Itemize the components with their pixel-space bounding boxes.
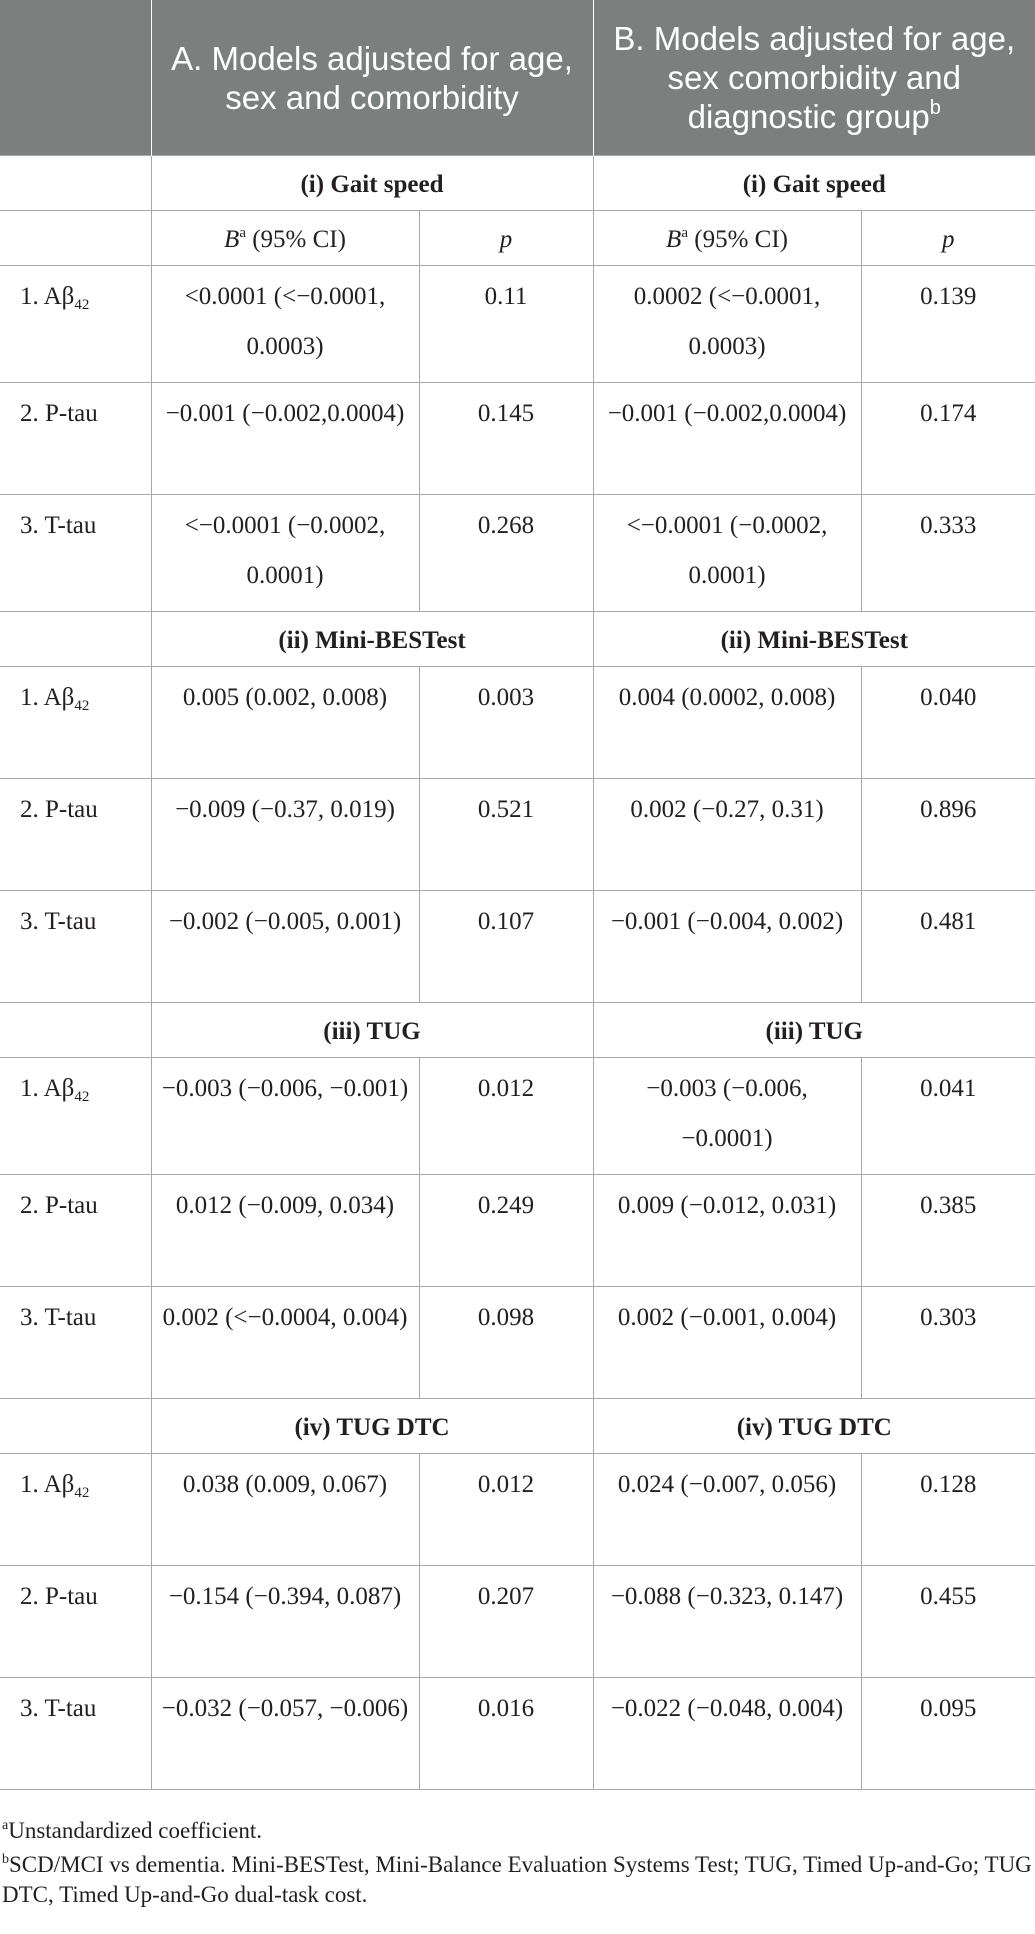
model-b-p-value: 0.896 — [861, 779, 1035, 891]
row-label-text: 1. Aβ — [20, 1075, 75, 1102]
section-title-row — [0, 156, 1035, 211]
model-b-estimate: 0.002 (−0.27, 0.31) — [593, 779, 861, 891]
section-title-model-b: (iii) TUG — [593, 1003, 1035, 1058]
model-b-estimate: <−0.0001 (−0.0002, 0.0001) — [593, 495, 861, 612]
section-title-model-b: (i) Gait speed — [593, 156, 1035, 211]
colhead-coefficient-a — [151, 211, 419, 266]
table-row — [0, 667, 1035, 779]
section-empty-cell — [0, 1399, 151, 1454]
footnote-b — [0, 1850, 1035, 1910]
model-b-estimate: 0.024 (−0.007, 0.056) — [593, 1454, 861, 1566]
model-a-estimate: 0.005 (0.002, 0.008) — [151, 667, 419, 779]
footnote-b-mark: b — [2, 1852, 9, 1867]
colhead-b-symbol: B — [224, 226, 240, 253]
row-label-text: 3. T-tau — [20, 908, 97, 935]
column-subheader-row — [0, 211, 1035, 266]
table-footnotes — [0, 1812, 1035, 1910]
header-empty-cell — [0, 0, 151, 156]
row-label-subscript: 42 — [74, 1485, 90, 1501]
footnote-b-text: SCD/MCI vs dementia. Mini-BESTest, Mini-Balance Evaluation Systems Test; TUG, Timed Up-and-Go; TUG DTC, Timed Up-and-Go dual-task cost. — [2, 1852, 1032, 1907]
model-b-estimate: 0.002 (−0.001, 0.004) — [593, 1287, 861, 1399]
row-label-text: 1. Aβ — [20, 684, 75, 711]
header-model-b — [593, 0, 1035, 156]
model-a-p-value: 0.107 — [419, 891, 593, 1003]
colhead-ci-label: (95% CI) — [245, 226, 346, 253]
row-label-text: 3. T-tau — [20, 512, 97, 539]
model-b-estimate: −0.001 (−0.004, 0.002) — [593, 891, 861, 1003]
row-label — [0, 1287, 151, 1399]
row-label — [0, 495, 151, 612]
model-a-p-value: 0.016 — [419, 1678, 593, 1790]
row-label-subscript: 42 — [74, 1089, 90, 1105]
header-model-a — [151, 0, 593, 156]
model-b-p-value: 0.095 — [861, 1678, 1035, 1790]
model-a-estimate: −0.002 (−0.005, 0.001) — [151, 891, 419, 1003]
model-b-estimate: 0.004 (0.0002, 0.008) — [593, 667, 861, 779]
row-label — [0, 266, 151, 383]
model-b-estimate: 0.0002 (<−0.0001, 0.0003) — [593, 266, 861, 383]
model-a-p-value: 0.012 — [419, 1454, 593, 1566]
model-b-p-value: 0.174 — [861, 383, 1035, 495]
row-label — [0, 383, 151, 495]
table-body — [0, 156, 1035, 1790]
table-row — [0, 1566, 1035, 1678]
model-a-estimate: −0.154 (−0.394, 0.087) — [151, 1566, 419, 1678]
section-empty-cell — [0, 1003, 151, 1058]
model-a-p-value: 0.003 — [419, 667, 593, 779]
section-title-model-a: (ii) Mini-BESTest — [151, 612, 593, 667]
model-b-estimate: −0.001 (−0.002,0.0004) — [593, 383, 861, 495]
header-model-b-label: B. Models adjusted for age, sex comorbidity and diagnostic group — [613, 20, 1016, 135]
table-row — [0, 1175, 1035, 1287]
row-label — [0, 891, 151, 1003]
colhead-b-footnote-mark: a — [239, 225, 246, 241]
model-a-p-value: 0.207 — [419, 1566, 593, 1678]
row-label — [0, 667, 151, 779]
header-model-b-footnote-mark: b — [929, 97, 941, 119]
footnote-a — [0, 1816, 1035, 1846]
row-label-text: 1. Aβ — [20, 283, 75, 310]
model-b-p-value: 0.128 — [861, 1454, 1035, 1566]
table-row — [0, 1454, 1035, 1566]
table-row — [0, 495, 1035, 612]
row-label-text: 3. T-tau — [20, 1695, 97, 1722]
model-a-estimate: <0.0001 (<−0.0001, 0.0003) — [151, 266, 419, 383]
table-row — [0, 266, 1035, 383]
model-a-estimate: 0.038 (0.009, 0.067) — [151, 1454, 419, 1566]
colhead-p-a: p — [419, 211, 593, 266]
footnote-a-text: Unstandardized coefficient. — [8, 1818, 262, 1843]
model-a-estimate: −0.032 (−0.057, −0.006) — [151, 1678, 419, 1790]
footnote-a-mark: a — [2, 1818, 9, 1833]
colhead-empty-cell — [0, 211, 151, 266]
row-label-text: 1. Aβ — [20, 1471, 75, 1498]
section-title-model-b: (iv) TUG DTC — [593, 1399, 1035, 1454]
model-b-estimate: 0.009 (−0.012, 0.031) — [593, 1175, 861, 1287]
model-b-p-value: 0.303 — [861, 1287, 1035, 1399]
table-row — [0, 383, 1035, 495]
model-b-p-value: 0.040 — [861, 667, 1035, 779]
model-b-p-value: 0.139 — [861, 266, 1035, 383]
model-a-estimate: 0.012 (−0.009, 0.034) — [151, 1175, 419, 1287]
model-a-p-value: 0.11 — [419, 266, 593, 383]
row-label-subscript: 42 — [74, 698, 90, 714]
row-label — [0, 1566, 151, 1678]
table-row — [0, 1058, 1035, 1175]
row-label-text: 2. P-tau — [20, 400, 98, 427]
colhead-b-footnote-mark: a — [681, 225, 688, 241]
section-title-model-a: (i) Gait speed — [151, 156, 593, 211]
model-a-estimate: 0.002 (<−0.0004, 0.004) — [151, 1287, 419, 1399]
colhead-b-symbol: B — [666, 226, 682, 253]
table-row — [0, 891, 1035, 1003]
model-b-p-value: 0.333 — [861, 495, 1035, 612]
row-label-text: 2. P-tau — [20, 796, 98, 823]
table-row — [0, 1287, 1035, 1399]
model-a-p-value: 0.145 — [419, 383, 593, 495]
colhead-coefficient-b — [593, 211, 861, 266]
row-label-subscript: 42 — [74, 297, 90, 313]
model-a-p-value: 0.012 — [419, 1058, 593, 1175]
row-label — [0, 1175, 151, 1287]
row-label — [0, 779, 151, 891]
model-a-estimate: −0.001 (−0.002,0.0004) — [151, 383, 419, 495]
row-label — [0, 1454, 151, 1566]
model-b-p-value: 0.041 — [861, 1058, 1035, 1175]
model-b-p-value: 0.481 — [861, 891, 1035, 1003]
section-title-model-a: (iii) TUG — [151, 1003, 593, 1058]
row-label — [0, 1678, 151, 1790]
model-b-estimate: −0.003 (−0.006, −0.0001) — [593, 1058, 861, 1175]
section-empty-cell — [0, 156, 151, 211]
section-title-row — [0, 612, 1035, 667]
header-model-a-label: A. Models adjusted for age, sex and comorbidity — [171, 39, 573, 116]
row-label-text: 2. P-tau — [20, 1583, 98, 1610]
row-label-text: 2. P-tau — [20, 1192, 98, 1219]
model-a-p-value: 0.098 — [419, 1287, 593, 1399]
section-empty-cell — [0, 612, 151, 667]
model-a-estimate: −0.003 (−0.006, −0.001) — [151, 1058, 419, 1175]
table-row — [0, 779, 1035, 891]
section-title-row — [0, 1003, 1035, 1058]
model-a-estimate: <−0.0001 (−0.0002, 0.0001) — [151, 495, 419, 612]
section-title-model-b: (ii) Mini-BESTest — [593, 612, 1035, 667]
section-title-model-a: (iv) TUG DTC — [151, 1399, 593, 1454]
row-label — [0, 1058, 151, 1175]
model-a-p-value: 0.249 — [419, 1175, 593, 1287]
model-b-estimate: −0.022 (−0.048, 0.004) — [593, 1678, 861, 1790]
model-a-p-value: 0.521 — [419, 779, 593, 891]
section-title-row — [0, 1399, 1035, 1454]
table-row — [0, 1678, 1035, 1790]
colhead-ci-label: (95% CI) — [688, 226, 788, 253]
model-a-p-value: 0.268 — [419, 495, 593, 612]
row-label-text: 3. T-tau — [20, 1304, 97, 1331]
model-b-estimate: −0.088 (−0.323, 0.147) — [593, 1566, 861, 1678]
model-b-p-value: 0.455 — [861, 1566, 1035, 1678]
table-header — [0, 0, 1035, 156]
model-b-p-value: 0.385 — [861, 1175, 1035, 1287]
colhead-p-b: p — [861, 211, 1035, 266]
model-a-estimate: −0.009 (−0.37, 0.019) — [151, 779, 419, 891]
